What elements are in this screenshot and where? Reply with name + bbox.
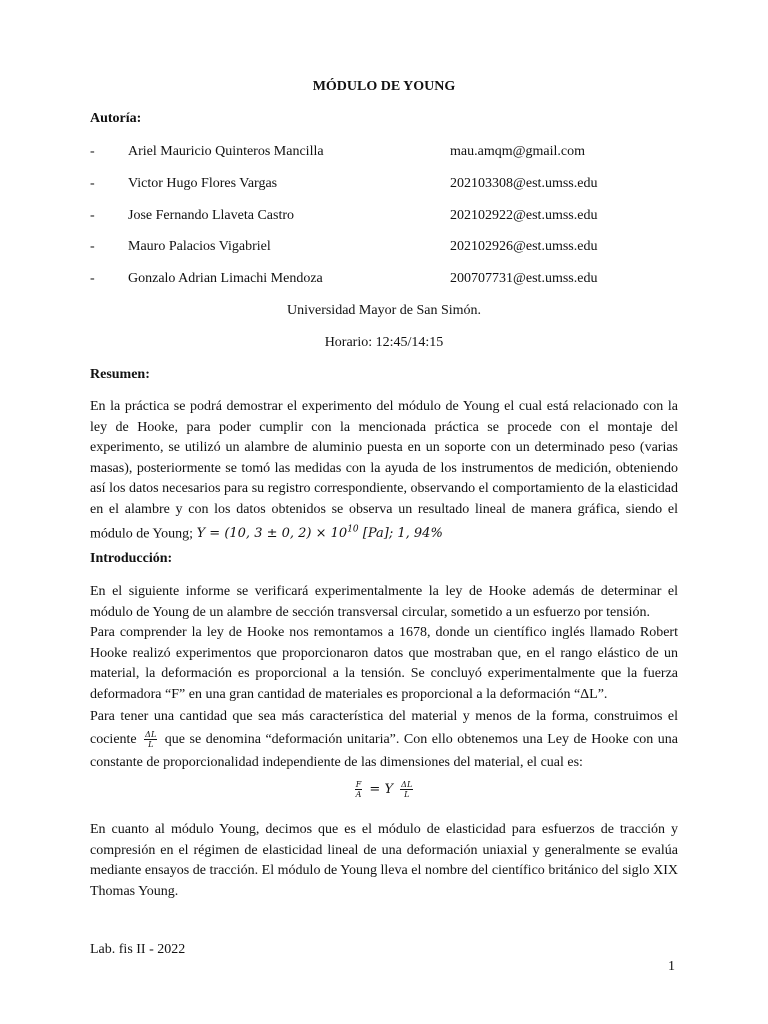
author-name: Ariel Mauricio Quinteros Mancilla	[128, 144, 324, 159]
introduction-body	[90, 582, 678, 774]
author-email: 202103308@est.umss.edu	[450, 176, 598, 191]
author-email: 202102926@est.umss.edu	[450, 239, 598, 254]
hooke-equation	[0, 780, 768, 799]
author-name: Victor Hugo Flores Vargas	[128, 176, 278, 191]
equation-lhs-numerator: F	[355, 780, 362, 789]
intro-paragraph-4: En cuanto al módulo Young, decimos que es el módulo de elasticidad para esfuerzos de tracción y compresión en el régimen de elasticidad lineal de una deformación uniaxial y generalmente se evalúa mediante ensayos de tracción. El módulo de Young lleva el nombre del científico británico del siglo XIX Thomas Young.	[90, 822, 678, 899]
intro-paragraph-2: Para comprender la ley de Hooke nos remontamos a 1678, donde un científico inglés llamado Robert Hooke realizó experimentos que proporcionaron datos que mostraban que, en el rango elástico de un material, la deformación es proporcional a la tensión. Se concluyó experimentalmente que la fuerza deformadora “F” en una gran cantidad de materiales es proporcional a la deformación “ΔL”.	[90, 625, 678, 702]
author-name: Gonzalo Adrian Limachi Mendoza	[128, 271, 323, 286]
author-dash: -	[90, 144, 95, 159]
author-row	[90, 144, 690, 164]
schedule: Horario: 12:45/14:15	[324, 335, 444, 350]
author-dash: -	[90, 208, 95, 223]
abstract-text: En la práctica se podrá demostrar el experimento del módulo de Young el cual está relacionado con la ley de Hooke, para poder cumplir con la mencionada práctica se procede con el montaje del experimento, se utilizó un alambre de aluminio puesta en un soporte con un determinado peso (varias masas), posteriormente se tomó las medidas con la ayuda de los instrumentos de medición, obteniendo así los datos necesarios para su registro correspondiente, observando el comportamiento de la elasticidad en el alambre y con los datos obtenidos se observa un resultado lineal de manera gráfica, siendo el módulo de Young;	[90, 399, 678, 542]
strain-fraction	[144, 730, 157, 749]
author-email: 200707731@est.umss.edu	[450, 271, 598, 286]
intro-paragraph-3-end: que se denomina “deformación unitaria”. Con ello obtenemos una Ley de Hooke con una constante de proporcionalidad independiente de las dimensiones del material, el cual es:	[90, 732, 679, 770]
equation-middle: = Y	[369, 782, 394, 797]
equation-rhs-numerator: ΔL	[401, 780, 413, 789]
author-email: 202102922@est.umss.edu	[450, 208, 598, 223]
result-exponent: 10	[347, 525, 359, 535]
fraction-denominator: L	[148, 740, 154, 750]
equation-lhs-denominator: A	[355, 790, 362, 799]
strain-fraction	[400, 780, 413, 799]
author-email: mau.amqm@gmail.com	[450, 144, 585, 159]
author-dash: -	[90, 271, 95, 286]
intro-paragraph-1: En el siguiente informe se verificará experimentalmente la ley de Hooke además de determinar el módulo de Young de un alambre de sección transversal circular, sometido a un esfuerzo por tensión.	[90, 584, 678, 620]
university-name: Universidad Mayor de San Simón.	[286, 303, 482, 318]
abstract-heading: Resumen:	[90, 367, 150, 382]
author-dash: -	[90, 176, 95, 191]
authorship-heading: Autoría:	[90, 111, 142, 126]
equation-rhs-denominator: L	[404, 790, 410, 799]
stress-fraction	[355, 780, 363, 799]
author-row	[90, 208, 690, 228]
author-row	[90, 176, 690, 196]
page-number: 1	[668, 959, 675, 974]
document-title: MÓDULO DE YOUNG	[312, 79, 456, 94]
author-row	[90, 271, 690, 291]
result-value: Y = (10, 3 ± 0, 2) × 10	[196, 526, 348, 542]
author-name: Jose Fernando Llaveta Castro	[128, 208, 295, 223]
page-footer: Lab. fis II - 2022	[90, 942, 186, 957]
intro-paragraph-3	[90, 705, 678, 774]
introduction-heading: Introducción:	[90, 551, 173, 566]
author-dash: -	[90, 239, 95, 254]
author-name: Mauro Palacios Vigabriel	[128, 239, 271, 254]
young-modulus-result	[197, 526, 443, 541]
intro-paragraph-3-start: Para tener una cantidad que sea más característica del material y menos de la forma, construimos el cociente	[90, 709, 678, 747]
author-row	[90, 239, 690, 259]
abstract-paragraph	[90, 397, 678, 545]
fraction-numerator: ΔL	[145, 730, 157, 740]
result-units: [Pa]; 1, 94%	[362, 526, 443, 542]
